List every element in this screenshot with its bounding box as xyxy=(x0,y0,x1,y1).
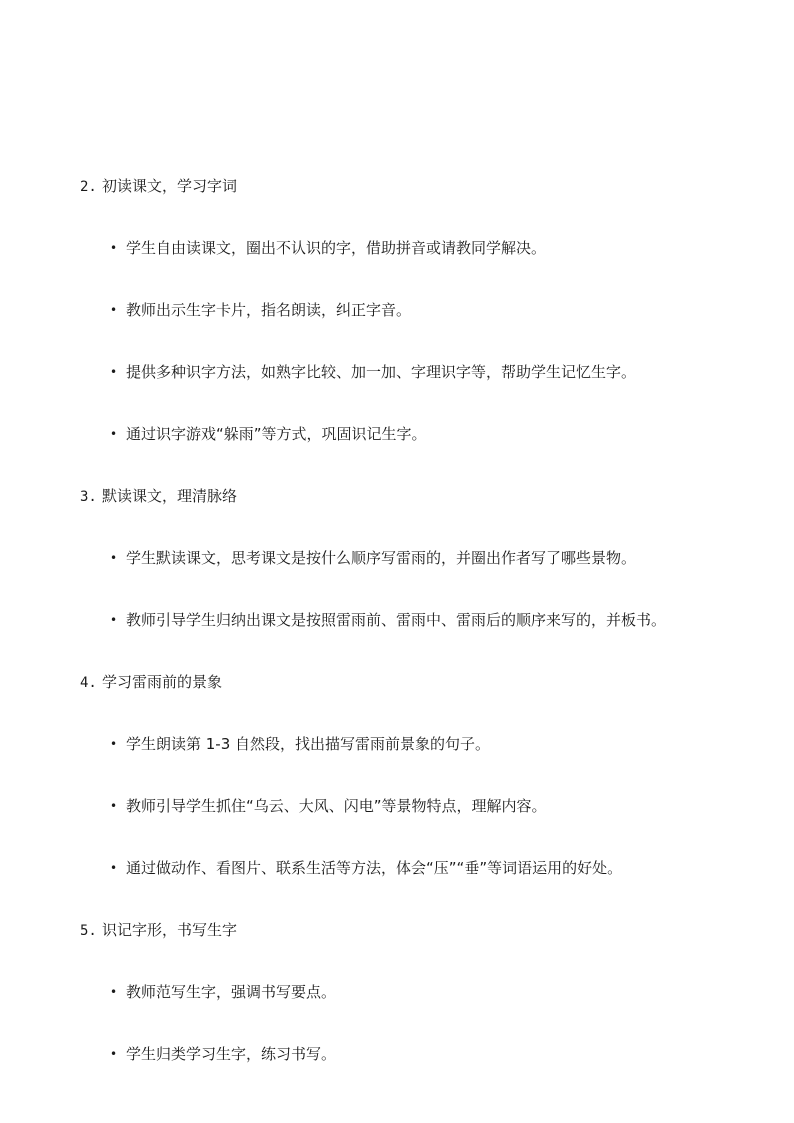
bullet-icon: • xyxy=(110,427,118,441)
section-heading xyxy=(80,672,222,692)
list-item-text: 教师引导学生归纳出课文是按照雷雨前、雷雨中、雷雨后的顺序来写的，并板书。 xyxy=(126,611,667,629)
section-number: 2. xyxy=(80,179,97,195)
list-item xyxy=(110,362,636,382)
section-heading xyxy=(80,920,237,940)
list-item xyxy=(110,1044,336,1064)
section-title: 默读课文，理清脉络 xyxy=(102,487,238,505)
list-item xyxy=(110,982,336,1002)
list-item-text: 学生默读课文，思考课文是按什么顺序写雷雨的，并圈出作者写了哪些景物。 xyxy=(126,549,637,567)
section-title: 学习雷雨前的景象 xyxy=(102,673,223,691)
list-item-text: 教师引导学生抓住“乌云、大风、闪电”等景物特点，理解内容。 xyxy=(126,797,547,815)
bullet-icon: • xyxy=(110,241,118,255)
section-number: 4. xyxy=(80,675,97,691)
section-heading xyxy=(80,486,237,506)
list-item xyxy=(110,300,411,320)
section-title: 识记字形，书写生字 xyxy=(102,921,238,939)
list-item-text: 教师出示生字卡片，指名朗读，纠正字音。 xyxy=(126,301,412,319)
list-item xyxy=(110,610,666,630)
list-item-text: 通过识字游戏“躲雨”等方式，巩固识记生字。 xyxy=(126,425,427,443)
list-item-text: 学生归类学习生字，练习书写。 xyxy=(126,1045,337,1063)
list-item xyxy=(110,734,490,754)
bullet-icon: • xyxy=(110,985,118,999)
list-item-text: 提供多种识字方法，如熟字比较、加一加、字理识字等，帮助学生记忆生字。 xyxy=(126,363,637,381)
list-item-text: 学生自由读课文，圈出不认识的字，借助拼音或请教同学解决。 xyxy=(126,239,547,257)
bullet-icon: • xyxy=(110,1047,118,1061)
list-item xyxy=(110,796,547,816)
bullet-icon: • xyxy=(110,365,118,379)
bullet-icon: • xyxy=(110,799,118,813)
list-item-text: 通过做动作、看图片、联系生活等方法，体会“压”“垂”等词语运用的好处。 xyxy=(126,859,623,877)
bullet-icon: • xyxy=(110,613,118,627)
section-title: 初读课文，学习字词 xyxy=(102,177,238,195)
bullet-icon: • xyxy=(110,303,118,317)
bullet-icon: • xyxy=(110,861,118,875)
list-item-text: 教师范写生字，强调书写要点。 xyxy=(126,983,337,1001)
bullet-icon: • xyxy=(110,737,118,751)
list-item xyxy=(110,858,622,878)
list-item-text: 学生朗读第 1-3 自然段，找出描写雷雨前景象的句子。 xyxy=(126,735,491,753)
bullet-icon: • xyxy=(110,551,118,565)
list-item xyxy=(110,548,636,568)
section-number: 5. xyxy=(80,923,97,939)
section-number: 3. xyxy=(80,489,97,505)
section-heading xyxy=(80,176,237,196)
list-item xyxy=(110,424,427,444)
list-item xyxy=(110,238,546,258)
